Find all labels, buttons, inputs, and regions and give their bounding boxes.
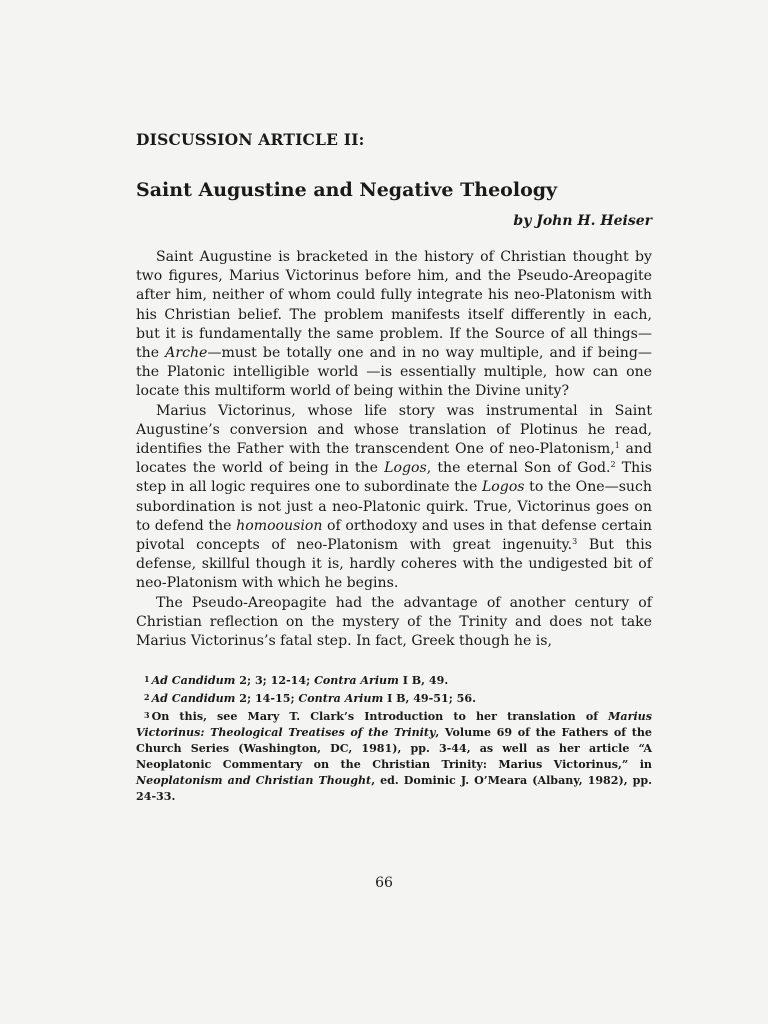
paragraph-2: Marius Victorinus, whose life story was instrumental in Saint Augustine’s conversion and whose translation of Plotinus he read, identifies the Father with the transcendent One of neo-Platonism,$^1$ and locates the world of being in the Logos, the eternal Son of God.$^2$ This step in all logic requires one to subordinate the Logos to the One—such subordination is not just a neo-Platonic quirk. True, Victorinus goes on to defend the homoousion of orthodoxy and uses in that defense certain pivotal concepts of neo-Platonism with great ingenuity.$^3$ But this defense, skillful though it is, hardly coheres with the undigested bit of neo-Platonism with which he begins. bbox=[136, 402, 652, 592]
footnote-3: 3 On this, see Mary T. Clark’s Introduction to her translation of Marius Victorinus: Theological Treatises of the Trinity, Volume 69 of the Fathers of the Church Series (Washington, DC, 1981), pp. 3-44, as well as her article “A Neoplatonic Commentary on the Christian Trinity: Marius Victorinus,” in Neoplatonism and Christian Thought, ed. Dominic J. O’Meara (Albany, 1982), pp. 24-33. bbox=[136, 710, 652, 804]
footnote-2: 2 Ad Candidum 2; 14-15; Contra Arium I B, 49-51; 56. bbox=[144, 692, 476, 706]
page-number: 66 bbox=[375, 875, 393, 891]
article-body bbox=[136, 248, 652, 651]
paragraph-3: The Pseudo-Areopagite had the advantage of another century of Christian reflection on the mystery of the Trinity and does not take Marius Victorinus’s fatal step. In fact, Greek though he is, bbox=[136, 594, 652, 650]
article-title: Saint Augustine and Negative Theology bbox=[136, 179, 558, 201]
footnote-ref: 1 bbox=[614, 441, 620, 451]
article-content bbox=[136, 130, 652, 805]
footnotes bbox=[136, 671, 652, 805]
article-byline: by John H. Heiser bbox=[513, 213, 652, 229]
paragraph-1: Saint Augustine is bracketed in the history of Christian thought by two figures, Marius Victorinus before him, and the Pseudo-Areopagite after him, neither of whom could fully integrate his neo-Platonism with his Christian belief. The problem manifests itself differently in each, but it is fundamentally the same problem. If the Source of all things—the Arche—must be totally one and in no way multiple, and if being—the Platonic intelligible world —is essentially multiple, how can one locate this multiform world of being within the Divine unity? bbox=[136, 249, 652, 400]
footnote-ref: 3 bbox=[572, 537, 578, 547]
footnote-ref: 2 bbox=[610, 460, 616, 470]
article-kicker: DISCUSSION ARTICLE II: bbox=[136, 130, 365, 149]
footnote-1: 1 Ad Candidum 2; 3; 12-14; Contra Arium I B, 49. bbox=[144, 674, 449, 688]
